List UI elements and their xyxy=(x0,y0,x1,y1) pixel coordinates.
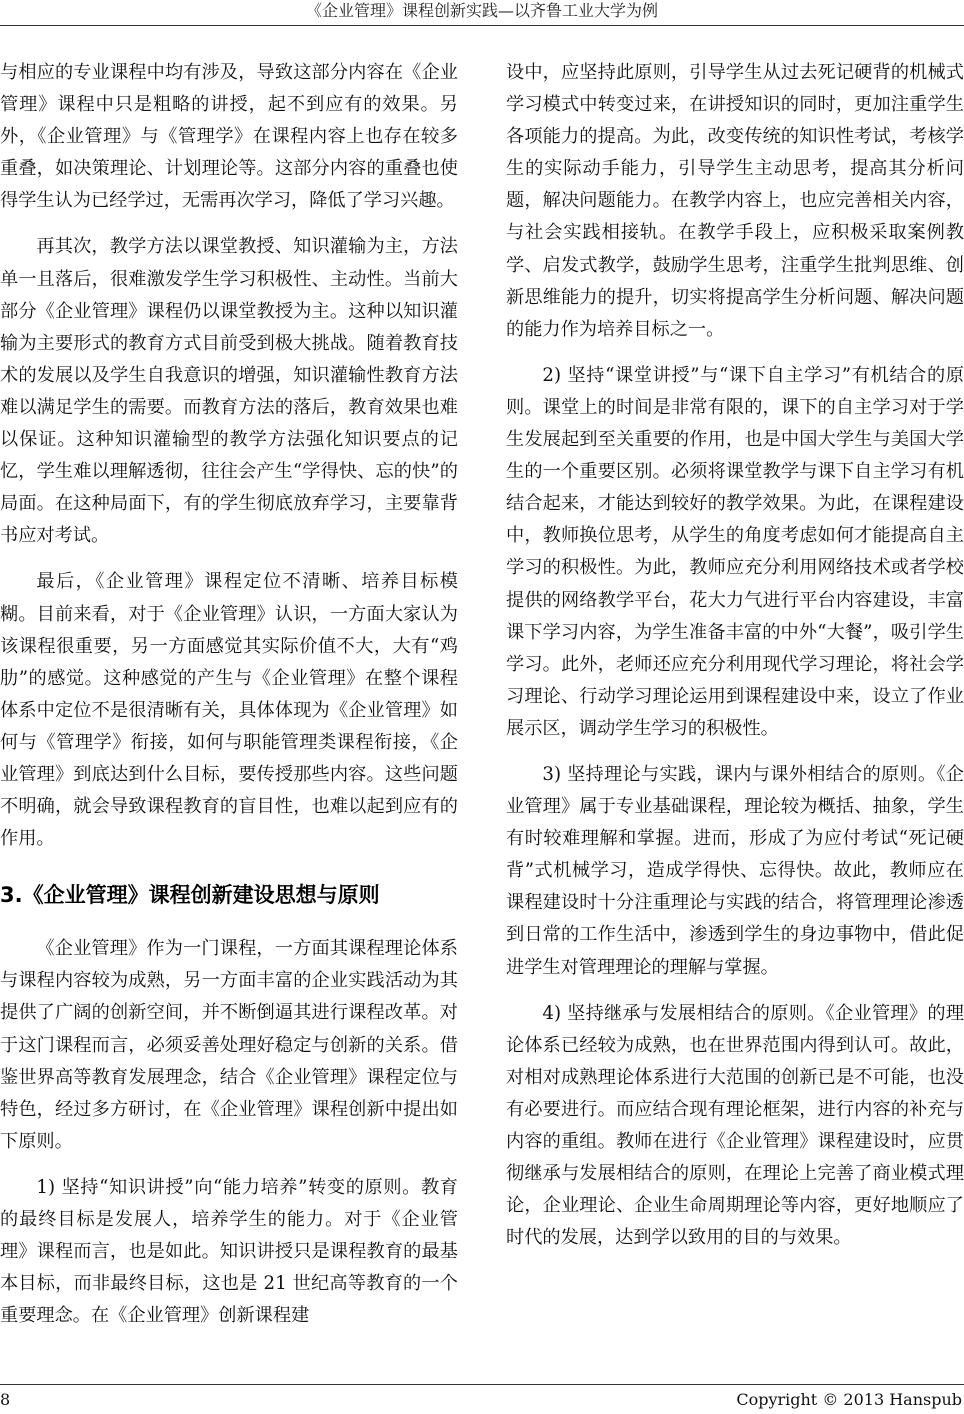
body-paragraph: 2) 坚持“课堂讲授”与“课下自主学习”有机结合的原则。课堂上的时间是非常有限的，课下的自主学习对于学生发展起到至关重要的作用，也是中国大学生与美国大学生的一个重要区别。必须将课堂教学与课下自主学习有机结合起来，才能达到较好的教学效果。为此，在课程建设中，教师换位思考，从学生的角度考虑如何才能提高自主学习的积极性。为此，教师应充分利用网络技术或者学校提供的网络教学平台，花大力气进行平台内容建设，丰富课下学习内容，为学生准备丰富的中外“大餐”，吸引学生学习。此外，老师还应充分利用现代学习理论，将社会学习理论、行动学习理论运用到课程建设中来，设立了作业展示区，调动学生学习的积极性。 xyxy=(506,364,964,739)
running-header: 《企业管理》课程创新实践—以齐鲁工业大学为例 xyxy=(305,1,658,20)
copyright-notice: Copyright © 2013 Hanspub xyxy=(736,1390,962,1409)
left-column xyxy=(0,57,458,1332)
body-paragraph: 设中，应坚持此原则，引导学生从过去死记硬背的机械式学习模式中转变过来，在讲授知识的同时，更加注重学生各项能力的提高。为此，改变传统的知识性考试，考核学生的实际动手能力，引导学生主动思考，提高其分析问题，解决问题能力。在教学内容上，也应完善相关内容，与社会实践相接轨。在教学手段上，应积极采取案例教学、启发式教学，鼓励学生思考，注重学生批判思维、创新思维能力的提升，切实将提高学生分析问题、解决问题的能力作为培养目标之一。 xyxy=(506,62,964,340)
body-paragraph: 最后，《企业管理》课程定位不清晰、培养目标模糊。目前来看，对于《企业管理》认识，一方面大家认为该课程很重要，另一方面感觉其实际价值不大，大有“鸡肋”的感觉。这种感觉的产生与《企业管理》在整个课程体系中定位不是很清晰有关，具体体现为《企业管理》如何与《管理学》衔接，如何与职能管理类课程衔接，《企业管理》到底达到什么目标，要传授那些内容。这些问题不明确，就会导致课程教育的盲目性，也难以起到应有的作用。 xyxy=(0,571,458,850)
body-paragraph: 1) 坚持“知识讲授”向“能力培养”转变的原则。教育的最终目标是发展人，培养学生的能力。对于《企业管理》课程而言，也是如此。知识讲授只是课程教育的最基本目标，而非最终目标，这也是 21 世纪高等教育的一个重要理念。在《企业管理》创新课程建 xyxy=(0,1176,458,1327)
footer-rule xyxy=(0,1384,964,1385)
page-number: 8 xyxy=(0,1390,11,1409)
body-paragraph: 再其次，教学方法以课堂教授、知识灌输为主，方法单一且落后，很难激发学生学习积极性、主动性。当前大部分《企业管理》课程仍以课堂教授为主。这种以知识灌输为主要形式的教育方式目前受到极大挑战。随着教育技术的发展以及学生自我意识的增强，知识灌输性教育方法难以满足学生的需要。而教育方法的落后，教育效果也难以保证。这种知识灌输型的教学方法强化知识要点的记忆，学生难以理解透彻，往往会产生“学得快、忘的快”的局面。在这种局面下，有的学生彻底放弃学习，主要靠背书应对考试。 xyxy=(0,236,458,547)
body-paragraph: 4) 坚持继承与发展相结合的原则。《企业管理》的理论体系已经较为成熟，也在世界范围内得到认可。故此，对相对成熟理论体系进行大范围的创新已是不可能，也没有必要进行。而应结合现有理论框架，进行内容的补充与内容的重组。教师在进行《企业管理》课程建设时，应贯彻继承与发展相结合的原则，在理论上完善了商业模式理论，企业理论、企业生命周期理论等内容，更好地顺应了时代的发展，达到学以致用的目的与效果。 xyxy=(506,1002,964,1249)
header-rule xyxy=(0,25,964,26)
right-column xyxy=(506,57,964,1254)
body-paragraph: 与相应的专业课程中均有涉及，导致这部分内容在《企业管理》课程中只是粗略的讲授，起不到应有的效果。另外，《企业管理》与《管理学》在课程内容上也存在较多重叠，如决策理论、计划理论等。这部分内容的重叠也使得学生认为已经学过，无需再次学习，降低了学习兴趣。 xyxy=(0,62,458,212)
section-heading: 3.《企业管理》课程创新建设思想与原则 xyxy=(0,883,380,908)
body-paragraph: 《企业管理》作为一门课程，一方面其课程理论体系与课程内容较为成熟，另一方面丰富的企业实践活动为其提供了广阔的创新空间，并不断倒逼其进行课程改革。对于这门课程而言，必须妥善处理好稳定与创新的关系。借鉴世界高等教育发展理念，结合《企业管理》课程定位与特色，经过多方研讨，在《企业管理》课程创新中提出如下原则。 xyxy=(0,938,458,1152)
body-paragraph: 3) 坚持理论与实践，课内与课外相结合的原则。《企业管理》属于专业基础课程，理论较为概括、抽象，学生有时较难理解和掌握。进而，形成了为应付考试“死记硬背”式机械学习，造成学得快、忘得快。故此，教师应在课程建设时十分注重理论与实践的结合，将管理理论渗透到日常的工作生活中，渗透到学生的身边事物中，借此促进学生对管理理论的理解与掌握。 xyxy=(506,763,964,978)
